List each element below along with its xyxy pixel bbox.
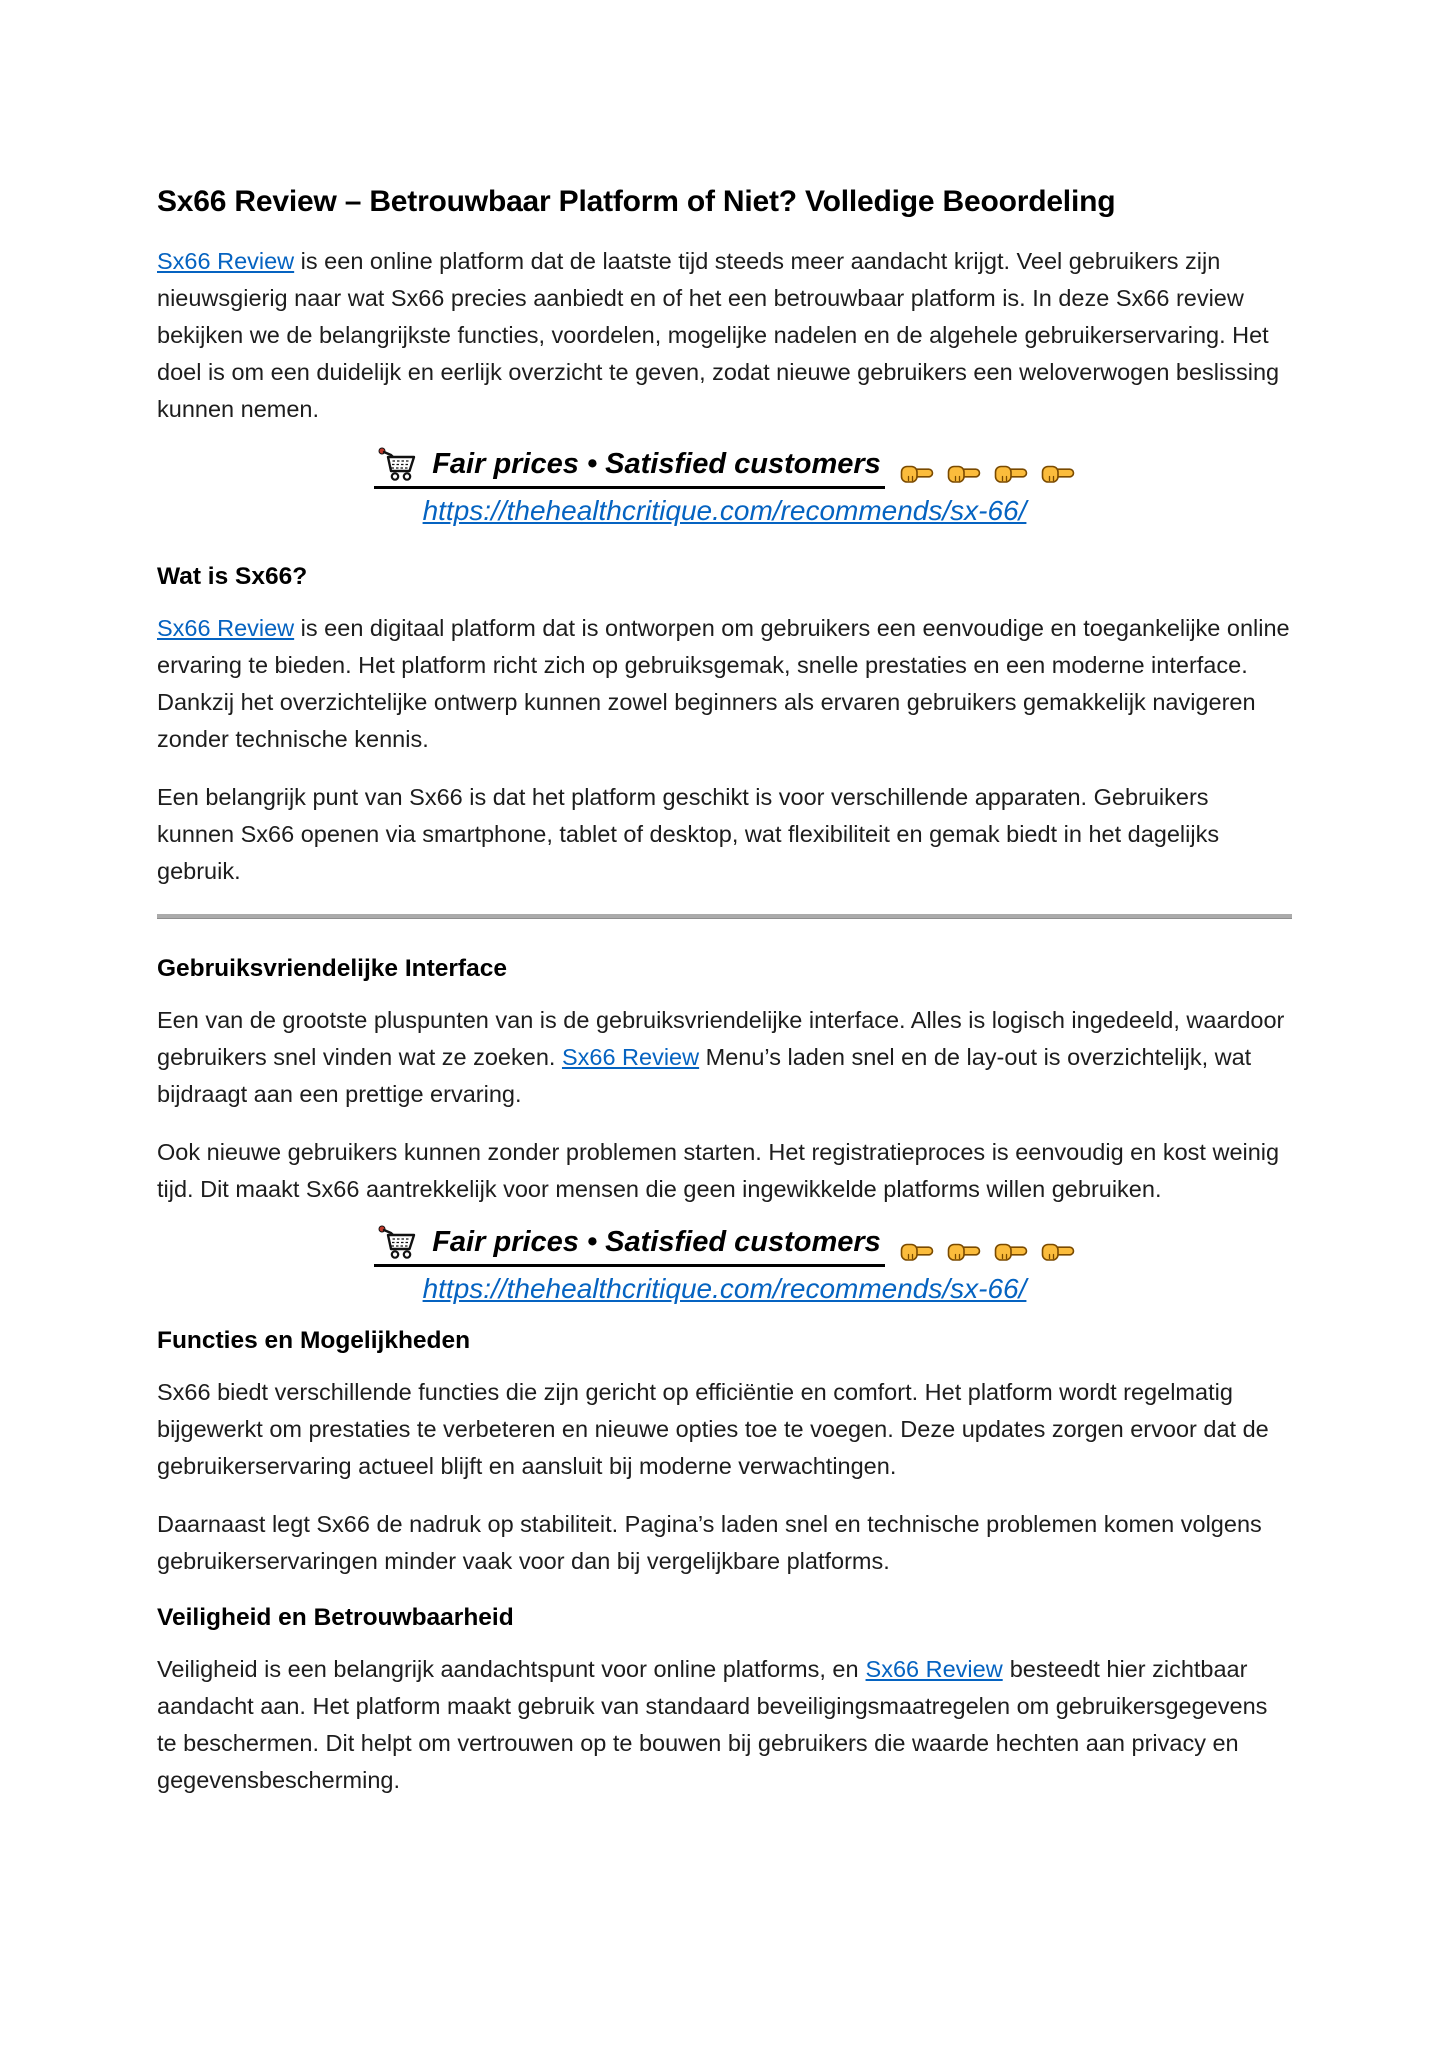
promo-text: Fair prices • Satisfied customers	[432, 1225, 881, 1258]
shopping-cart-icon	[378, 446, 420, 482]
paragraph-text: Een van de grootste pluspunten van is de gebruiksvriendelijke interface. Alles is logisch ingedeeld, waardoor gebruikers snel vinden wat ze zoeken.	[157, 1007, 1285, 1070]
section-heading-functies: Functies en Mogelijkheden	[157, 1327, 471, 1354]
pointing-right-icon	[900, 461, 934, 486]
promo-text: Fair prices • Satisfied customers	[432, 447, 881, 480]
promo-url-row	[157, 491, 1292, 531]
section-heading-wat: Wat is Sx66?	[157, 563, 308, 590]
divider	[157, 914, 1292, 919]
promo-banner	[157, 446, 1292, 489]
promo-banner	[157, 1224, 1292, 1267]
paragraph-text: is een online platform dat de laatste tijd steeds meer aandacht krijgt. Veel gebruikers zijn nieuwsgierig naar wat Sx66 precies aanbiedt en of het een betrouwbaar platform is. In deze Sx66 review bekijken we de belangrijkste functies, voordelen, mogelijke nadelen en de algehele gebruikerservaring. Het doel is om een duidelijk en eerlijk overzicht te geven, zodat nieuwe gebruikers een weloverwogen beslissing kunnen nemen.	[157, 248, 1280, 422]
promo-url-link[interactable]: https://thehealthcritique.com/recommends/sx-66/	[422, 1273, 1027, 1304]
paragraph-wat-1	[157, 610, 1292, 758]
paragraph-interface-2: Ook nieuwe gebruikers kunnen zonder problemen starten. Het registratieproces is eenvoudig en kost weinig tijd. Dit maakt Sx66 aantrekkelijk voor mensen die geen ingewikkelde platforms willen gebruiken.	[157, 1139, 1280, 1202]
pointer-row	[900, 461, 1075, 486]
sx66-review-link[interactable]: Sx66 Review	[561, 1044, 700, 1070]
promo-url-row	[157, 1269, 1292, 1309]
pointing-right-icon	[994, 1239, 1028, 1264]
paragraph-text: besteedt hier zichtbaar aandacht aan. Het platform maakt gebruik van standaard beveiligingsmaatregelen om gebruikersgegevens te beschermen. Dit helpt om vertrouwen op te bouwen bij gebruikers die waarde hechten aan privacy en gegevensbescherming.	[157, 1656, 1268, 1793]
sx66-review-link[interactable]: Sx66 Review	[157, 615, 295, 641]
pointing-right-icon	[1041, 461, 1075, 486]
promo-url-link[interactable]: https://thehealthcritique.com/recommends/sx-66/	[422, 495, 1027, 526]
paragraph-wat-2: Een belangrijk punt van Sx66 is dat het platform geschikt is voor verschillende apparaten. Gebruikers kunnen Sx66 openen via smartphone, tablet of desktop, wat flexibiliteit en gemak biedt in het dagelijks gebruik.	[157, 784, 1220, 884]
promo-underlined-group	[374, 1224, 885, 1267]
section-heading-interface: Gebruiksvriendelijke Interface	[157, 955, 507, 982]
sx66-review-link[interactable]: Sx66 Review	[157, 248, 295, 274]
document-content	[157, 183, 1292, 1799]
pointer-row	[900, 1239, 1075, 1264]
pointing-right-icon	[994, 461, 1028, 486]
paragraph-text: is een digitaal platform dat is ontworpen om gebruikers een eenvoudige en toegankelijke online ervaring te bieden. Het platform richt zich op gebruiksgemak, snelle prestaties en een moderne interface. Dankzij het overzichtelijke ontwerp kunnen zowel beginners als ervaren gebruikers gemakkelijk navigeren zonder technische kennis.	[157, 615, 1290, 752]
pointing-right-icon	[1041, 1239, 1075, 1264]
paragraph-text: Menu’s laden snel en de lay-out is overzichtelijk, wat bijdraagt aan een prettige ervaring.	[157, 1044, 1252, 1107]
section-heading-veiligheid: Veiligheid en Betrouwbaarheid	[157, 1604, 514, 1631]
paragraph-functies-1: Sx66 biedt verschillende functies die zijn gericht op efficiëntie en comfort. Het platform wordt regelmatig bijgewerkt om prestaties te verbeteren en nieuwe opties toe te voegen. Deze updates zorgen ervoor dat de gebruikerservaring actueel blijft en aansluit bij moderne verwachtingen.	[157, 1379, 1269, 1479]
shopping-cart-icon	[378, 1224, 420, 1260]
paragraph-text: Veiligheid is een belangrijk aandachtspunt voor online platforms, en	[157, 1656, 859, 1682]
pointing-right-icon	[947, 461, 981, 486]
promo-underlined-group	[374, 446, 885, 489]
pointing-right-icon	[947, 1239, 981, 1264]
paragraph-intro	[157, 243, 1292, 428]
page-title: Sx66 Review – Betrouwbaar Platform of Niet? Volledige Beoordeling	[157, 185, 1116, 218]
pointing-right-icon	[900, 1239, 934, 1264]
paragraph-interface-1	[157, 1002, 1292, 1113]
paragraph-veiligheid-1	[157, 1651, 1292, 1799]
paragraph-functies-2: Daarnaast legt Sx66 de nadruk op stabiliteit. Pagina’s laden snel en technische problemen komen volgens gebruikerservaringen minder vaak voor dan bij vergelijkbare platforms.	[157, 1511, 1262, 1574]
sx66-review-link[interactable]: Sx66 Review	[865, 1656, 1003, 1682]
